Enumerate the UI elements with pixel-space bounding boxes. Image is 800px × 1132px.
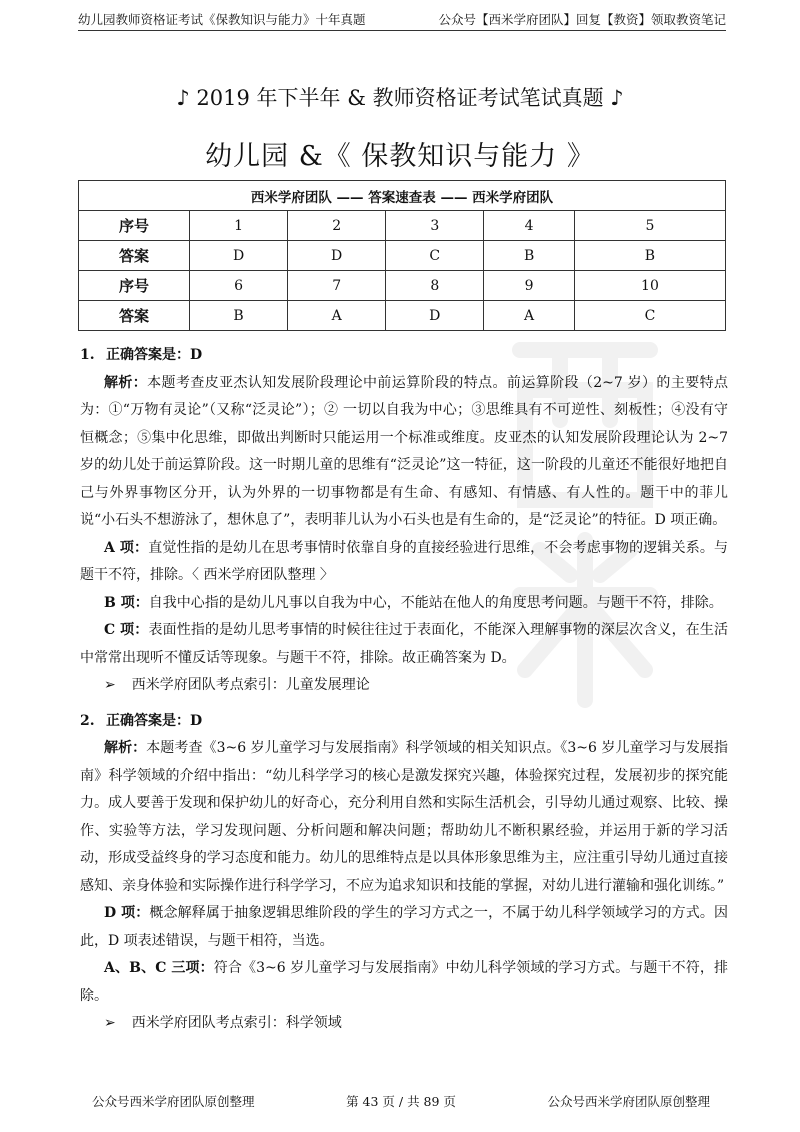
document-title: ♪ 2019 年下半年 & 教师资格证考试笔试真题 ♪ <box>176 86 624 110</box>
bullet-arrow-icon: ➢ <box>104 1015 116 1031</box>
table-cell: C <box>574 301 725 331</box>
paragraph-label: A 项： <box>104 539 149 556</box>
explanation-paragraph <box>80 370 728 535</box>
paragraph-label: D 项： <box>104 905 150 921</box>
explanation-paragraph <box>80 955 728 1010</box>
answer-explanations <box>80 342 728 1038</box>
paragraph-text: 概念解释属于抽象逻辑思维阶段的学生的学习方式之一，不属于幼儿科学领域学习的方式。因此，D 项表述错误，与题干相符，当选。 <box>80 905 729 949</box>
paragraph-label: 解析： <box>104 740 147 756</box>
question-section <box>80 342 728 700</box>
footer-right: 公众号西米学府团队原创整理 <box>547 1094 710 1109</box>
table-cell: B <box>190 301 288 331</box>
table-row <box>79 271 726 301</box>
header-left: 幼儿园教师资格证考试《保教知识与能力》十年真题 <box>78 12 366 27</box>
topic-index-text: 西米学府团队考点索引：儿童发展理论 <box>131 677 370 693</box>
table-cell: 2 <box>288 211 386 241</box>
paragraph-text: 自我中心指的是幼儿凡事以自我为中心，不能站在他人的角度思考问题。与题干不符，排除。 <box>148 594 723 611</box>
paragraph-text: 表面性指的是幼儿思考事情的时候往往过于表面化，不能深入理解事物的深层次含义，在生活中常常出现听不懂反话等现象。与题干不符，排除。故正确答案为 D。 <box>80 622 728 666</box>
footer-left: 公众号西米学府团队原创整理 <box>92 1094 255 1109</box>
explanation-paragraph <box>80 735 728 900</box>
page-number: 第 43 页 / 共 89 页 <box>346 1094 456 1109</box>
explanation-paragraph <box>80 590 728 618</box>
question-section <box>80 708 728 1038</box>
table-cell: 1 <box>190 211 288 241</box>
paragraph-text: 直觉性指的是幼儿在思考事情时依靠自身的直接经验进行思维，不会考虑事物的逻辑关系。与题干不符，排除。〈 西米学府团队整理 〉 <box>80 539 728 583</box>
paragraph-text: 本题考查皮亚杰认知发展阶段理论中前运算阶段的特点。前运算阶段（2~7 岁）的主要特点为：①“万物有灵论”（又称“泛灵论”）；② 一切以自我为中心；③思维具有不可逆性、刻板性；④没有守恒概念；⑤集中化思维，即做出判断时只能运用一个标准或维度。皮亚杰的认知发展阶段理论认为 2~7 岁的幼儿处于前运算阶段。这一时期儿童的思维有“泛灵论”这一特征，这一阶段的儿童还不能很好地把自己与外界事物区分开，认为外界的一切事物都是有生命、有感知、有情感、有人性的。题干中的菲儿说“小石头不想游泳了，想休息了”，表明菲儿认为小石头也是有生命的，是“泛灵论”的特征。D 项正确。 <box>80 374 728 528</box>
row-label: 答案 <box>79 301 190 331</box>
topic-index-text: 西米学府团队考点索引：科学领域 <box>131 1015 342 1031</box>
table-row <box>79 301 726 331</box>
table-cell: B <box>574 241 725 271</box>
bullet-arrow-icon: ➢ <box>104 677 116 693</box>
table-cell: 3 <box>386 211 484 241</box>
table-cell: 4 <box>484 211 575 241</box>
table-cell: 9 <box>484 271 575 301</box>
question-answer-heading <box>80 708 728 736</box>
document-subtitle: 幼儿园 &《 保教知识与能力 》 <box>205 141 595 172</box>
row-label: 序号 <box>79 211 190 241</box>
paragraph-label: B 项： <box>104 594 149 611</box>
correct-answer: 正确答案是：D <box>106 347 203 363</box>
table-cell: C <box>386 241 484 271</box>
table-row <box>79 241 726 271</box>
topic-index <box>80 1010 728 1038</box>
paragraph-text: 本题考查《3~6 岁儿童学习与发展指南》科学领域的相关知识点。《3~6 岁儿童学习与发展指南》科学领域的介绍中指出：“幼儿科学学习的核心是激发探究兴趣，体验探究过程，发展初步的探究能力。成人要善于发现和保护幼儿的好奇心，充分利用自然和实际生活机会，引导幼儿通过观察、比较、操作、实验等方法，学习发现问题、分析问题和解决问题；帮助幼儿不断积累经验，并运用于新的学习活动，形成受益终身的学习态度和能力。幼儿的思维特点是以具体形象思维为主，应注重引导幼儿通过直接感知、亲身体验和实际操作进行科学学习，不应为追求知识和技能的掌握，对幼儿进行灌输和强化训练。” <box>80 740 729 894</box>
table-caption: 西米学府团队 —— 答案速查表 —— 西米学府团队 <box>79 181 726 211</box>
table-cell: 8 <box>386 271 484 301</box>
explanation-paragraph <box>80 900 728 955</box>
table-cell: 7 <box>288 271 386 301</box>
question-answer-heading <box>80 342 728 370</box>
table-cell: D <box>190 241 288 271</box>
table-cell: 5 <box>574 211 725 241</box>
table-cell: D <box>386 301 484 331</box>
topic-index <box>80 672 728 700</box>
table-cell: D <box>288 241 386 271</box>
table-cell: 10 <box>574 271 725 301</box>
table-cell: A <box>288 301 386 331</box>
paragraph-label: A、B、C 三项： <box>104 960 214 976</box>
table-cell: 6 <box>190 271 288 301</box>
question-number: 2. <box>80 712 95 729</box>
paragraph-label: C 项： <box>104 622 149 638</box>
explanation-paragraph <box>80 617 728 672</box>
row-label: 序号 <box>79 271 190 301</box>
table-cell: B <box>484 241 575 271</box>
header-right: 公众号【西米学府团队】回复【教资】领取教资笔记 <box>438 12 726 27</box>
table-cell: A <box>484 301 575 331</box>
answer-table <box>78 180 726 331</box>
page-header <box>78 8 726 31</box>
page-footer <box>92 1092 710 1110</box>
table-row <box>79 211 726 241</box>
question-number: 1. <box>80 347 95 363</box>
paragraph-label: 解析： <box>104 374 148 391</box>
row-label: 答案 <box>79 241 190 271</box>
paragraph-text: 符合《3~6 岁儿童学习与发展指南》中幼儿科学领域的学习方式。与题干不符，排除。 <box>80 960 728 1004</box>
explanation-paragraph <box>80 535 728 590</box>
correct-answer: 正确答案是：D <box>106 712 203 729</box>
